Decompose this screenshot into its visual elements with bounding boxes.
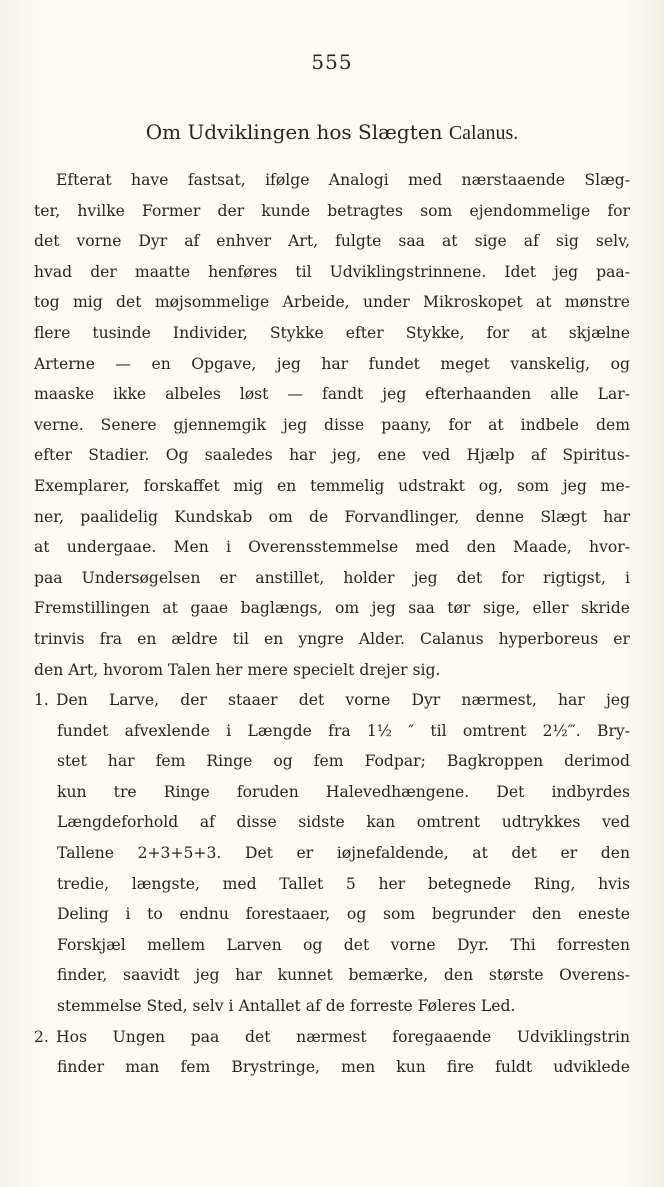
list-number: 2. bbox=[34, 1027, 49, 1046]
text-line: tredie, længste, med Tallet 5 her betegnede Ring, hvis bbox=[57, 874, 630, 893]
page-number: 555 bbox=[311, 50, 353, 74]
text-line: fundet afvexlende i Længde fra 1½ ″ til omtrent 2½‴. Bry- bbox=[57, 721, 630, 740]
text-line: Efterat have fastsat, ifølge Analogi med nærstaaende Slæg- bbox=[56, 171, 630, 189]
text-line: maaske ikke albeles løst — fandt jeg efterhaanden alle Lar- bbox=[34, 385, 630, 404]
text-line: Tallene 2+3+5+3. Det er iøjnefaldende, at det er den bbox=[57, 844, 630, 863]
text-line: kun tre Ringe foruden Halevedhængene. Det indbyrdes bbox=[57, 782, 630, 801]
text-line: Hos Ungen paa det nærmest foregaaende Udviklingstrin bbox=[56, 1027, 630, 1046]
heading-latin: Calanus. bbox=[448, 122, 519, 144]
text-line: Fremstillingen at gaae baglængs, om jeg saa tør sige, eller skride bbox=[34, 599, 630, 618]
section-heading bbox=[0, 120, 664, 145]
text-line: Deling i to endnu forestaaer, og som begrunder den eneste bbox=[57, 905, 630, 924]
text-line: verne. Senere gjennemgik jeg disse paany, for at indbele dem bbox=[34, 415, 630, 434]
text-line: stet har fem Ringe og fem Fodpar; Bagkroppen derimod bbox=[57, 752, 630, 771]
text-line: efter Stadier. Og saaledes har jeg, ene ved Hjælp af Spiritus- bbox=[34, 446, 630, 465]
text-line: stemmelse Sted, selv i Antallet af de forreste Føleres Led. bbox=[57, 997, 516, 1016]
text-line: Længdeforhold af disse sidste kan omtrent udtrykkes ved bbox=[57, 813, 630, 832]
list-item-1-first-line bbox=[34, 685, 630, 716]
text-line: finder, saavidt jeg har kunnet bemærke, den største Overens- bbox=[57, 966, 630, 985]
text-line: ner, paalidelig Kundskab om de Forvandlinger, denne Slægt har bbox=[34, 507, 630, 526]
text-line: Exemplarer, forskaffet mig en temmelig udstrakt og, som jeg me- bbox=[34, 476, 630, 495]
text-line: Forskjæl mellem Larven og det vorne Dyr. Thi forresten bbox=[57, 935, 630, 954]
heading-german: Om Udviklingen hos Slægten bbox=[145, 120, 443, 144]
text-line: det vorne Dyr af enhver Art, fulgte saa at sige af sig selv, bbox=[34, 232, 630, 251]
list-item-2-first-line bbox=[34, 1022, 630, 1053]
text-line: trinvis fra en ældre til en yngre Alder. Calanus hyperboreus er bbox=[34, 629, 630, 648]
body-text bbox=[34, 165, 630, 1083]
list-number: 1. bbox=[34, 691, 49, 710]
text-line: flere tusinde Individer, Stykke efter Stykke, for at skjælne bbox=[34, 323, 630, 342]
text-line: tog mig det møjsommelige Arbeide, under Mikroskopet at mønstre bbox=[34, 293, 630, 312]
text-line: ter, hvilke Former der kunde betragtes som ejendommelige for bbox=[34, 201, 630, 220]
text-line: at undergaae. Men i Overensstemmelse med den Maade, hvor- bbox=[34, 538, 630, 557]
text-line: Den Larve, der staaer det vorne Dyr nærmest, har jeg bbox=[56, 691, 630, 710]
text-line: hvad der maatte henføres til Udviklingstrinnene. Idet jeg paa- bbox=[34, 262, 630, 281]
text-line: Arterne — en Opgave, jeg har fundet meget vanskelig, og bbox=[34, 354, 630, 373]
text-line: finder man fem Brystringe, men kun fire fuldt udviklede bbox=[57, 1058, 630, 1077]
text-line: den Art, hvorom Talen her mere specielt drejer sig. bbox=[34, 660, 441, 679]
text-line: paa Undersøgelsen er anstillet, holder jeg det for rigtigst, i bbox=[34, 568, 630, 587]
